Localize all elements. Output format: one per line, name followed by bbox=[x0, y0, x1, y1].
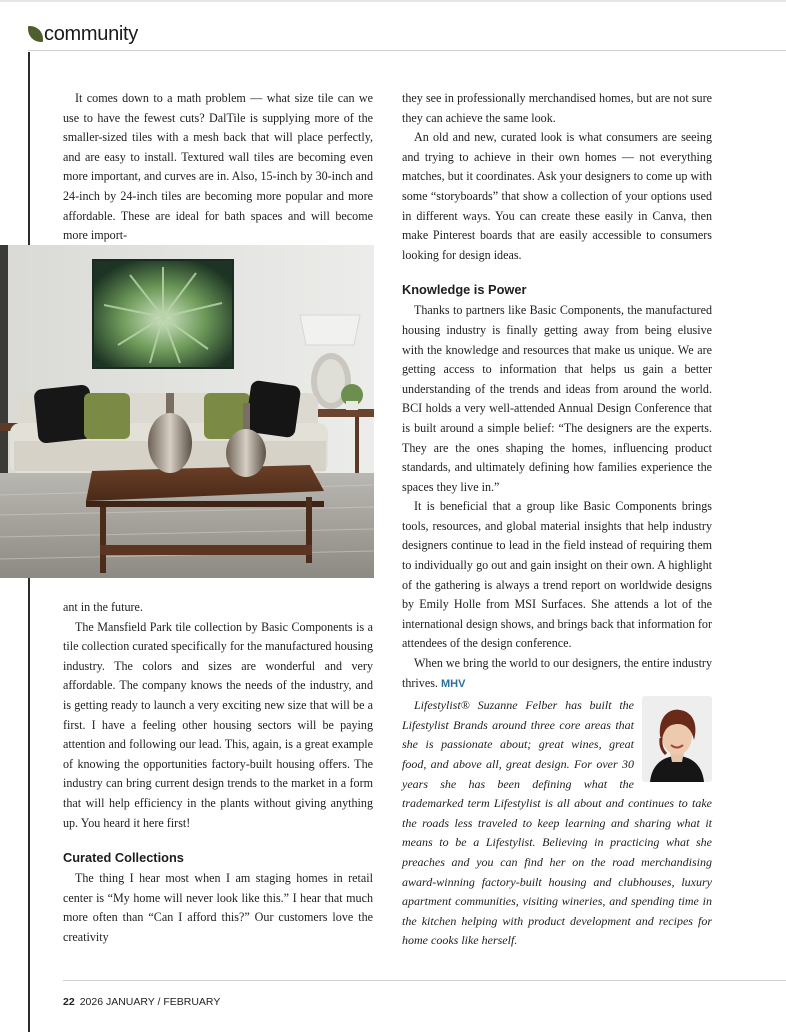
body-paragraph-continued: they see in professionally merchandised homes, but are not sure they can achieve the same look. bbox=[402, 91, 712, 125]
body-paragraph-continued: ant in the future. bbox=[63, 600, 143, 614]
header-rule bbox=[28, 50, 786, 51]
body-paragraph: The Mansfield Park tile collection by Basic Components is a tile collection curated specifically for the manufactured housing industry. The colors and sizes are wonderful and very affordable. The company knows the needs of the industry, and is getting ready to launch a very exciting new size that will be a first. I have a feeling other housing sectors will be paying attention and following our lead. This, again, is a great example of knowing the opportunities factory-built housing offers. The industry can bring current design trends to the market in a form that will help efficiency in the plants without giving anything up. You heard it here first! bbox=[63, 619, 373, 830]
left-column-top bbox=[63, 89, 373, 246]
author-bio-text: Lifestylist® Suzanne Felber has built the Lifestylist Brands around three core areas that she is passionate about; great wines, great food, and above all, great design. For over 30 years she has been defining what the trademarked term Lifestylist is all about and continues to take the roads less traveled to keep learning and sharing what it means to be a Lifestylist. Believing in practicing what she preaches and you can find her on the road merchandising award-winning factory-built housing and clubhouses, luxury apartment communities, visiting wineries, and spending time in the kitchen helping with product development and recipes for home cooks like herself. bbox=[402, 698, 712, 948]
issue-date: 2026 JANUARY / FEBRUARY bbox=[79, 996, 221, 1008]
closing-paragraph bbox=[402, 654, 712, 694]
living-room-photo bbox=[0, 245, 374, 578]
subheading-curated-collections: Curated Collections bbox=[63, 850, 184, 866]
body-paragraph: It is beneficial that a group like Basic Components brings tools, resources, and global material insights that help industry designers continue to lead in the field instead of requiring them to individually go out and gain insight on their own. A highlight of the gathering is always a trend report on worldwide designs by Emily Holle from MSI Surfaces. She attends a lot of the international design shows, and brings back that information for attendees of the design conference. bbox=[402, 499, 713, 651]
section-title: community bbox=[44, 23, 138, 45]
leaf-logo-icon bbox=[28, 26, 43, 42]
closing-text: When we bring the world to our designers, the entire industry thrives. bbox=[402, 656, 712, 690]
author-headshot bbox=[642, 696, 712, 782]
body-paragraph: Thanks to partners like Basic Components, the manufactured housing industry is finally getting away from being elusive with the knowledge and resources that make us unique. We are getting access to information that helps us gain a better understanding of the trends and ideas from around the world. BCI holds a very well-attended Annual Design Conference that is built around a simple belief: “The designers are the experts. They are the ones shaping the homes, influencing product standards, and ultimately defining how families experience the spaces they live in.” bbox=[402, 303, 712, 494]
body-paragraph: The thing I hear most when I am staging homes in retail center is “My home will never look like this.” I hear that much more often than “Can I afford this?” Our customers love the creativity bbox=[63, 871, 373, 944]
footer bbox=[63, 996, 220, 1008]
footer-rule bbox=[63, 980, 786, 981]
author-bio bbox=[402, 696, 712, 951]
body-paragraph: An old and new, curated look is what consumers are seeing and trying to achieve in their own homes — not everything matches, but it coordinates. Ask your designers to come up with some “storyboards” that show a collection of your options used in different ways. You can create these easily in Canva, then make Pinterest boards that are easily accessible to consumers looking for design ideas. bbox=[402, 130, 712, 262]
right-column bbox=[402, 89, 712, 951]
subheading-knowledge-is-power: Knowledge is Power bbox=[402, 282, 527, 298]
left-column-bottom bbox=[63, 598, 373, 948]
mhv-signoff: MHV bbox=[440, 677, 466, 690]
body-paragraph: It comes down to a math problem — what size tile can we use to have the fewest cuts? DalTile is supplying more of the smaller-sized tiles with a mesh back that will place perfectly, and are easy to install. Textured wall tiles are becoming even more important, and curves are in. Also, 15-inch by 30-inch and 24-inch by 24-inch tiles are becoming more popular and more affordable. These are ideal for bath spaces and will become more import- bbox=[63, 91, 373, 243]
page-number: 22 bbox=[63, 996, 75, 1008]
page-edge bbox=[0, 0, 786, 2]
